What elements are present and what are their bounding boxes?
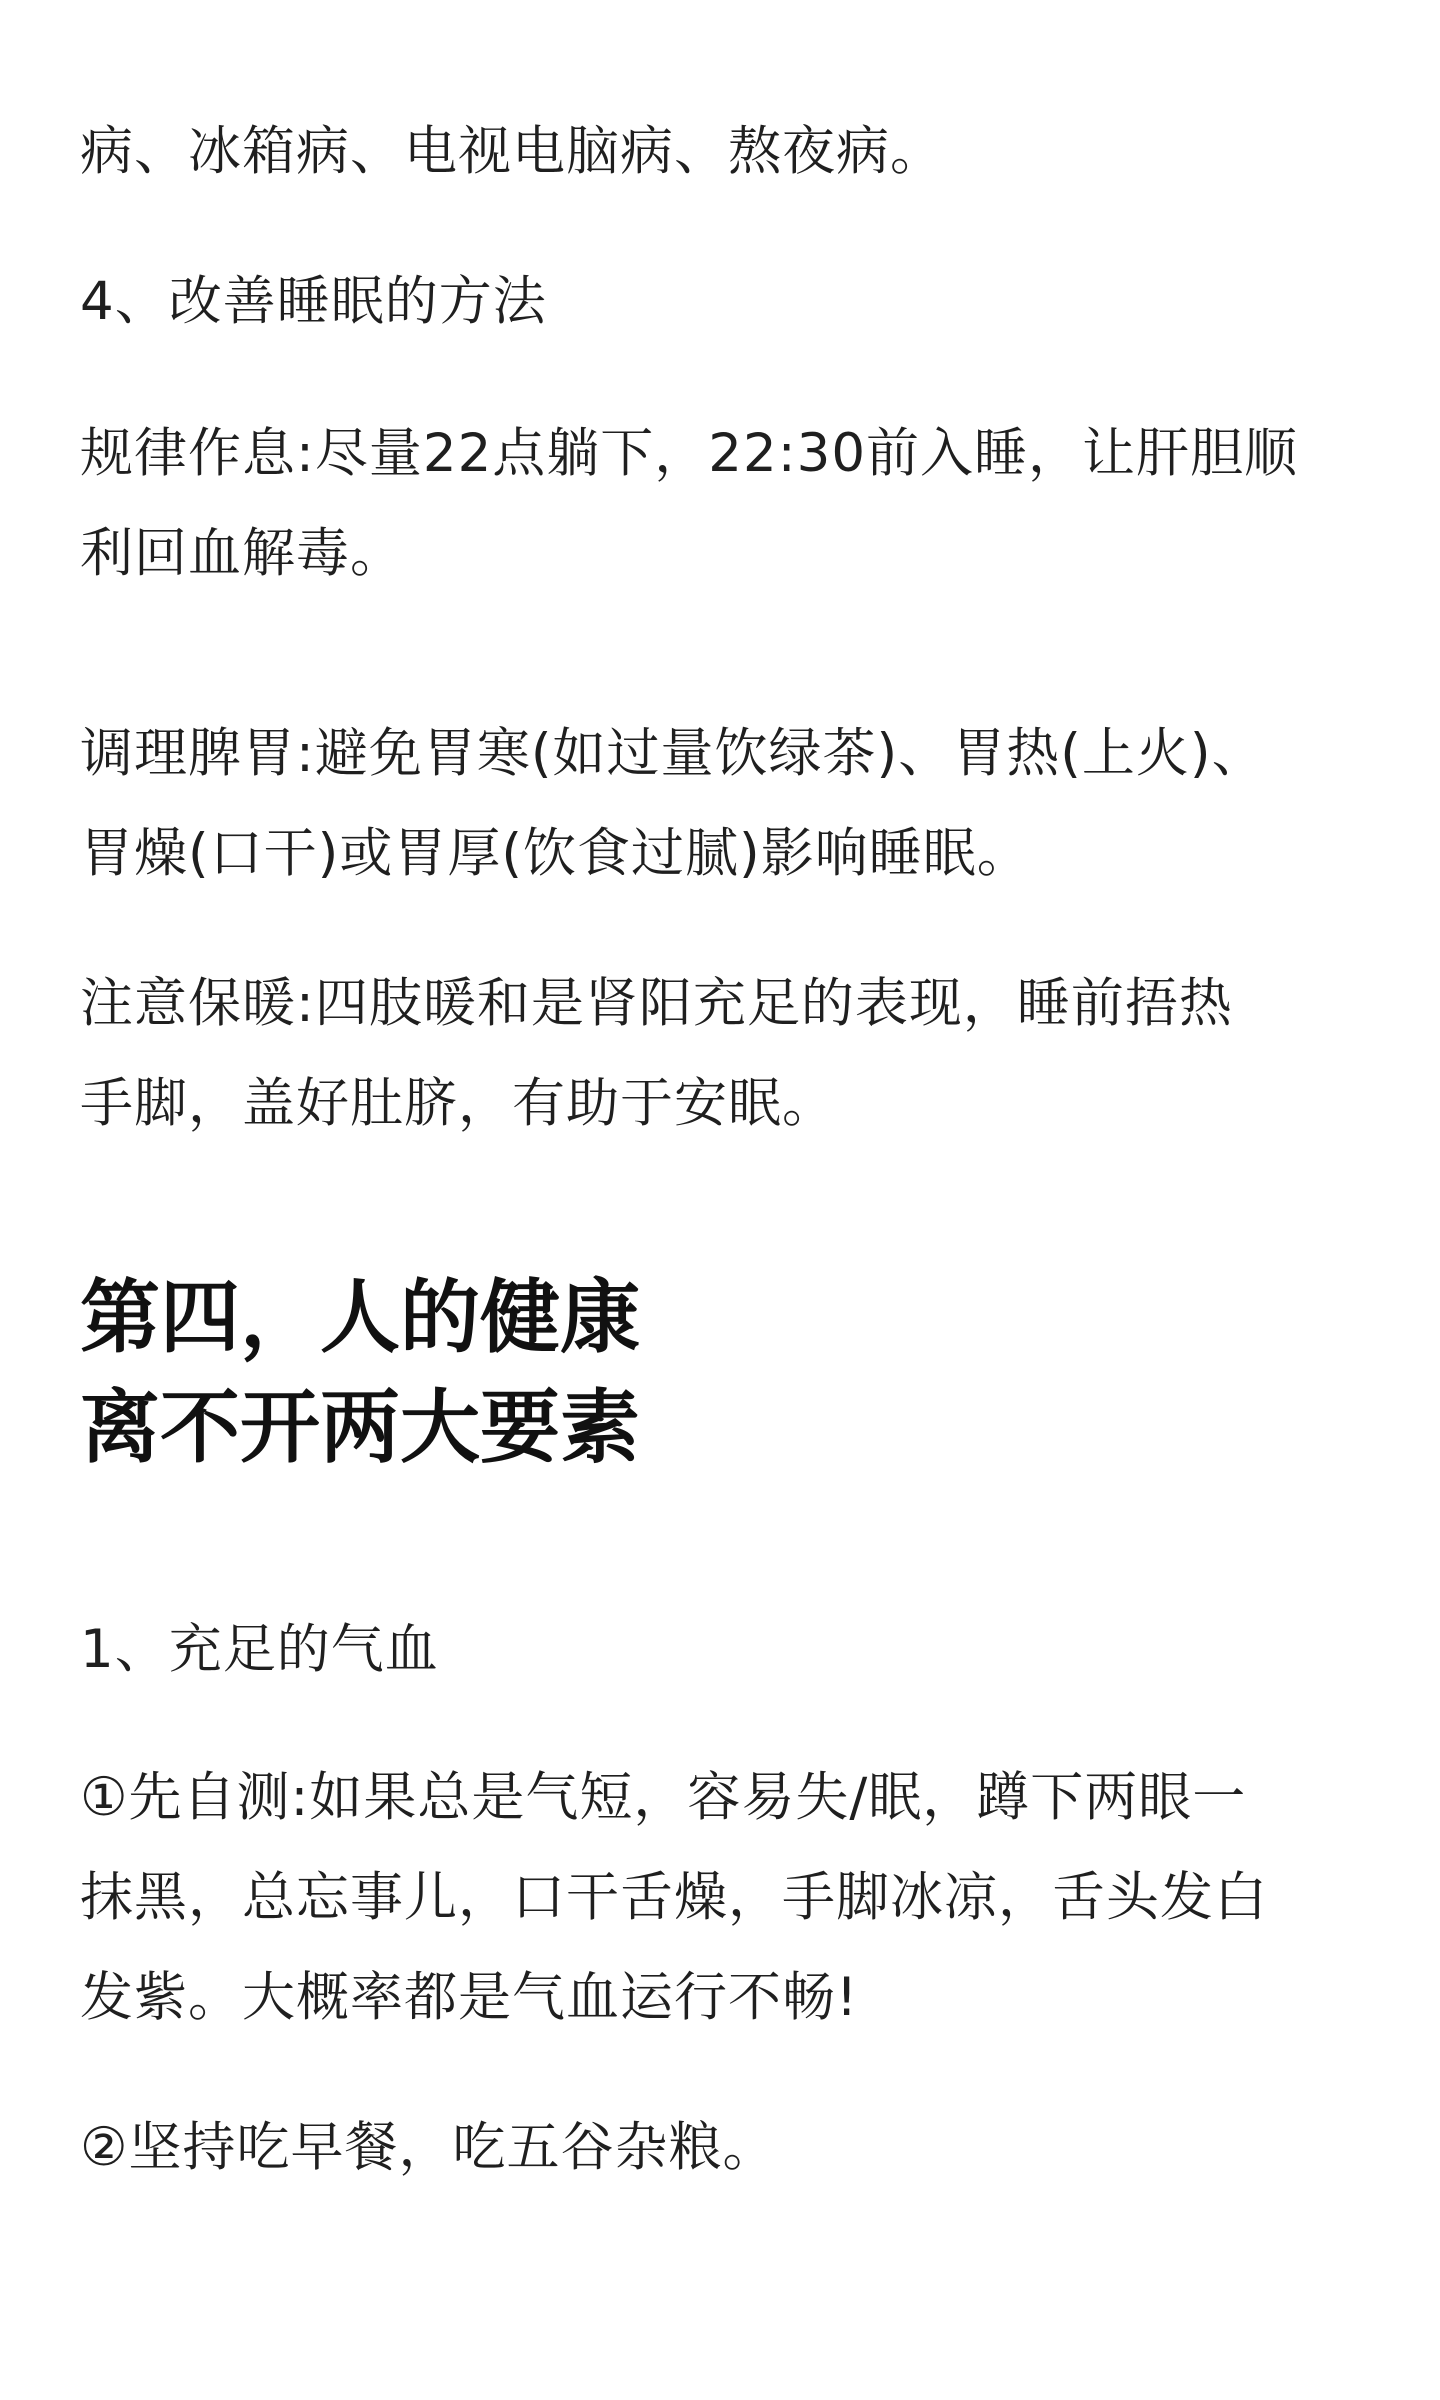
section-heading-line: 第四，人的健康 (80, 1271, 640, 1364)
paragraph-line: 规律作息:尽量22点躺下，22:30前入睡，让肝胆顺 (80, 423, 1299, 484)
section-subtitle: 1、充足的气血 (80, 1619, 439, 1680)
paragraph-line: ②坚持吃早餐，吃五谷杂粮。 (80, 2117, 777, 2178)
paragraph-line: 胃燥(口干)或胃厚(饮食过腻)影响睡眠。 (80, 823, 1031, 884)
paragraph-line: 手脚，盖好肚脐，有助于安眠。 (80, 1073, 836, 1134)
paragraph-line: 调理脾胃:避免胃寒(如过量饮绿茶)、胃热(上火)、 (80, 723, 1266, 784)
section-subtitle: 4、改善睡眠的方法 (80, 271, 547, 332)
paragraph-line: 抹黑，总忘事儿，口干舌燥，手脚冰凉，舌头发白 (80, 1867, 1268, 1928)
paragraph-line: 利回血解毒。 (80, 523, 404, 584)
section-heading-line: 离不开两大要素 (80, 1381, 640, 1474)
paragraph-line: ①先自测:如果总是气短，容易失/眠，蹲下两眼一 (80, 1767, 1247, 1828)
paragraph-line: 病、冰箱病、电视电脑病、熬夜病。 (80, 121, 944, 182)
paragraph-line: 发紫。大概率都是气血运行不畅! (80, 1967, 859, 2028)
paragraph-line: 注意保暖:四肢暖和是肾阳充足的表现，睡前捂热 (80, 973, 1233, 1034)
